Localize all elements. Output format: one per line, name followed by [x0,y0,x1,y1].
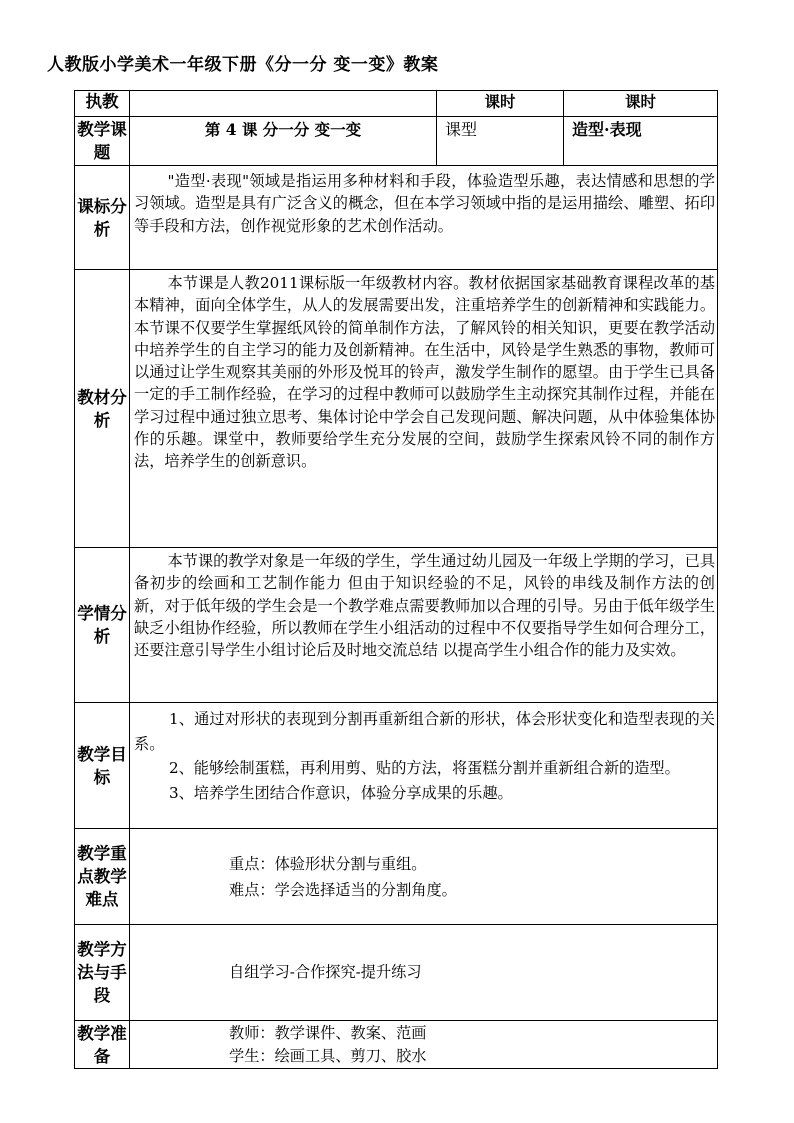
xueqing-label: 学情分析 [75,548,130,703]
zhunbei-content [130,1021,718,1069]
zhijiao-label: 执教 [75,91,130,117]
zhunbei-teacher: 教师：教学课件、教案、范画 [229,1023,427,1042]
topic-label: 教学课题 [75,117,130,166]
mubiao-row [75,703,718,829]
jiaocai-paragraph: 本节课是人教2011课标版一年级教材内容。教材依据国家基础教育课程改革的基本精神，面向全体学生，从人的发展需要出发，注重培养学生的创新精神和实践能力。本节课不仅要学生掌握纸风铃的简单制作方法，了解风铃的相关知识，更要在教学活动中培养学生的自主学习的能力及创新精神。在生活中，风铃是学生熟悉的事物，教师可以通过让学生观察其美丽的外形及悦耳的铃声，激发学生制作的愿望。由于学生已具备一定的手工制作经验，在学习的过程中教师可以鼓励学生主动探究其制作过程，并能在学习过程中通过独立思考、集体讨论中学会自己发现问题、解决问题，从中体验集体协作的乐趣。课堂中，教师要给学生充分发展的空间，鼓励学生探索风铃不同的制作方法，培养学生的创新意识。 [134,274,715,471]
zhongdian-label: 教学重点教学难点 [75,829,130,925]
mubiao-label: 教学目标 [75,703,130,829]
zhongdian-key-point: 重点：体验形状分割与重组。 [229,854,427,873]
mubiao-item-2: 2、能够绘制蛋糕，再利用剪、贴的方法，将蛋糕分割并重新组合新的造型。 [168,759,680,777]
keshi-label: 课时 [437,91,564,117]
topic-row [75,117,718,166]
mubiao-content [130,703,718,829]
fangfa-label: 教学方法与手段 [75,925,130,1021]
xueqing-content [130,548,718,703]
fangfa-row [75,925,718,1021]
header-row [75,91,718,117]
zhunbei-label: 教学准备 [75,1021,130,1069]
jiaocai-label: 教材分析 [75,270,130,548]
type-value: 造型·表现 [564,117,718,166]
zhijiao-value [130,91,437,117]
mubiao-item-3: 3、培养学生团结合作意识，体验分享成果的乐趣。 [168,783,513,802]
zhongdian-content [130,829,718,925]
fangfa-content [130,925,718,1021]
biaozhun-content [130,166,718,270]
xueqing-paragraph: 本节课的教学对象是一年级的学生，学生通过幼儿园及一年级上学期的学习，已具备初步的绘画和工艺制作能力 但由于知识经验的不足，风铃的串线及制作方法的创新，对于低年级的学生会是一个教学难点需要教师加以合理的引导。另由于低年级学生缺乏小组协作经验，所以教师在学生小组活动的过程中不仅要指导学生如何合理分工，还要注意引导学生小组讨论后及时地交流总结 以提高学生小组合作的能力及实效。 [134,552,715,660]
biaozhun-row [75,166,718,270]
keshi-value: 课时 [564,91,718,117]
zhunbei-student: 学生：绘画工具、剪刀、胶水 [229,1046,427,1065]
zhongdian-row [75,829,718,925]
fangfa-value: 自组学习-合作探究-提升练习 [229,963,422,982]
zhongdian-difficult-point: 难点：学会选择适当的分割角度。 [229,880,457,899]
biaozhun-label: 课标分析 [75,166,130,270]
lesson-plan-table [74,90,718,1069]
document-title: 人教版小学美术一年级下册《分一分 变一变》教案 [47,55,439,75]
mubiao-item-1: 1、通过对形状的表现到分割再重新组合新的形状，体会形状变化和造型表现的关系。 [134,710,715,753]
topic-value: 第 4 课 分一分 变一变 [130,117,437,166]
xueqing-row [75,548,718,703]
jiaocai-content [130,270,718,548]
zhunbei-row [75,1021,718,1069]
type-label: 课型 [437,117,564,166]
biaozhun-paragraph: "造型·表现"领域是指运用多种材料和手段，体验造型乐趣，表达情感和思想的学习领域。造型是具有广泛含义的概念，但在本学习领域中指的是运用描绘、雕塑、拓印等手段和方法，创作视觉形象的艺术创作活动。 [134,172,715,235]
jiaocai-row [75,270,718,548]
